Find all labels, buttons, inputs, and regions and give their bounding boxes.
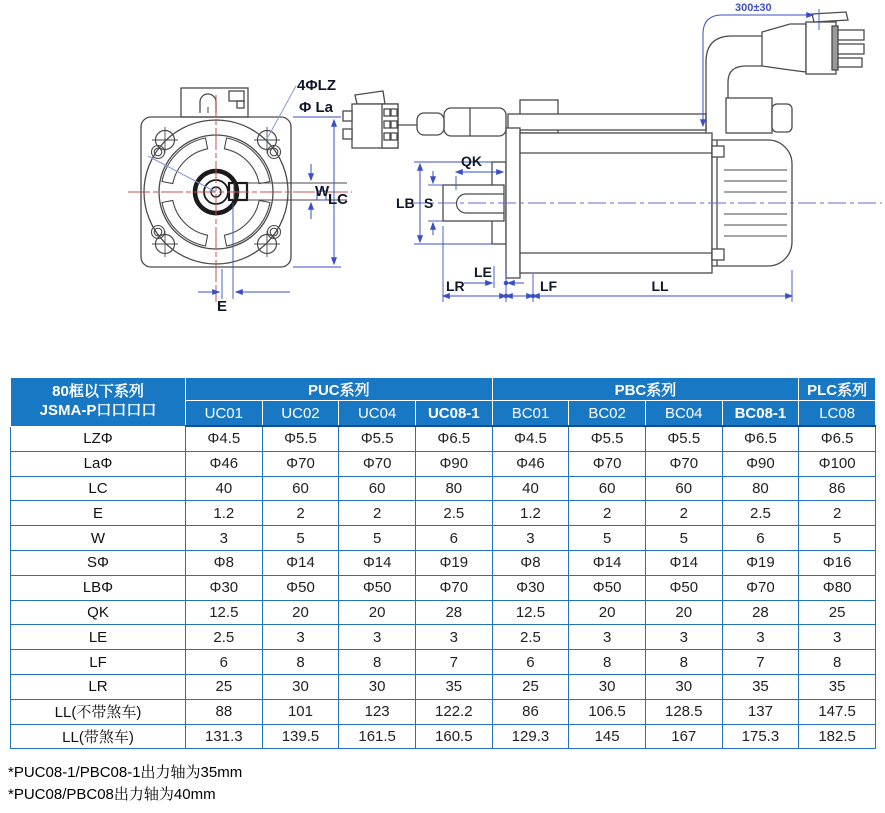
cell-value: Φ5.5 (569, 426, 646, 451)
label-ll: LL (651, 278, 669, 294)
row-label: LZΦ (11, 426, 186, 451)
model-uc02: UC02 (262, 401, 339, 427)
cell-value: Φ4.5 (492, 426, 569, 451)
cell-value: 6 (492, 650, 569, 675)
table-header (11, 378, 876, 427)
cell-value: 1.2 (492, 501, 569, 526)
cell-value: Φ8 (492, 550, 569, 575)
cell-value: 8 (339, 650, 416, 675)
cell-value: 28 (722, 600, 799, 625)
cell-value: 167 (645, 724, 722, 749)
table-row (11, 526, 876, 551)
series-title-line1: 80框以下系列 (52, 383, 144, 400)
cell-value: Φ50 (339, 575, 416, 600)
cell-value: Φ70 (569, 451, 646, 476)
table-row (11, 650, 876, 675)
cell-value: Φ80 (799, 575, 876, 600)
table-row (11, 501, 876, 526)
cell-value: 35 (799, 674, 876, 699)
cell-value: 30 (339, 674, 416, 699)
cell-value: Φ8 (186, 550, 263, 575)
cell-value: 6 (415, 526, 492, 551)
footnote-1: *PUC08-1/PBC08-1出力轴为35mm (8, 764, 243, 781)
model-bc04: BC04 (645, 401, 722, 427)
cell-value: 5 (645, 526, 722, 551)
cell-value: 2 (569, 501, 646, 526)
encoder-cable (508, 114, 706, 130)
power-plug (762, 12, 864, 74)
table-row (11, 724, 876, 749)
cell-value: 3 (262, 625, 339, 650)
cell-value: Φ19 (415, 550, 492, 575)
table-row (11, 699, 876, 724)
cell-value: 160.5 (415, 724, 492, 749)
cell-value: 3 (799, 625, 876, 650)
cell-value: Φ50 (645, 575, 722, 600)
cell-value: 3 (492, 526, 569, 551)
group-pbc: PBC系列 (492, 378, 799, 401)
cell-value: Φ5.5 (339, 426, 416, 451)
series-title-cell (11, 378, 186, 427)
cell-value: 161.5 (339, 724, 416, 749)
table-row (11, 451, 876, 476)
cell-value: Φ30 (492, 575, 569, 600)
cell-value: 8 (645, 650, 722, 675)
label-w: W (315, 183, 330, 200)
cell-value: Φ100 (799, 451, 876, 476)
cable-ferrule-large (444, 108, 506, 136)
row-label: LE (11, 625, 186, 650)
cell-value: Φ70 (722, 575, 799, 600)
cell-value: 139.5 (262, 724, 339, 749)
cell-value: 6 (186, 650, 263, 675)
cell-value: 8 (799, 650, 876, 675)
cell-value: 20 (339, 600, 416, 625)
cell-value: 3 (415, 625, 492, 650)
cell-value: Φ5.5 (262, 426, 339, 451)
cell-value: 3 (722, 625, 799, 650)
label-s: S (424, 195, 434, 211)
cell-value: 35 (722, 674, 799, 699)
model-bc01: BC01 (492, 401, 569, 427)
row-label: LaΦ (11, 451, 186, 476)
terminal-box (181, 88, 248, 117)
cell-value: Φ90 (415, 451, 492, 476)
label-phila: Φ La (299, 99, 333, 116)
cell-value: 60 (645, 476, 722, 501)
cell-value: 2.5 (186, 625, 263, 650)
cell-value: Φ70 (262, 451, 339, 476)
cell-value: Φ4.5 (186, 426, 263, 451)
cell-value: 20 (569, 600, 646, 625)
series-group-row (11, 378, 876, 401)
cell-value: Φ46 (492, 451, 569, 476)
table-row (11, 674, 876, 699)
row-label: W (11, 526, 186, 551)
cell-value: 2 (262, 501, 339, 526)
cell-value: Φ14 (262, 550, 339, 575)
hole-callout-leader (268, 86, 296, 137)
cell-value: Φ90 (722, 451, 799, 476)
cell-value: Φ50 (262, 575, 339, 600)
cell-value: 182.5 (799, 724, 876, 749)
table-row (11, 550, 876, 575)
cell-value: 25 (186, 674, 263, 699)
cell-value: 12.5 (186, 600, 263, 625)
cell-value: 88 (186, 699, 263, 724)
cell-value: Φ70 (339, 451, 416, 476)
cell-value: 106.5 (569, 699, 646, 724)
cell-value: 30 (645, 674, 722, 699)
model-uc04: UC04 (339, 401, 416, 427)
cell-value: 86 (799, 476, 876, 501)
cell-value: 2.5 (415, 501, 492, 526)
label-4philz: 4ΦLZ (297, 77, 336, 94)
cell-value: 5 (339, 526, 416, 551)
cell-value: Φ6.5 (415, 426, 492, 451)
table-row (11, 426, 876, 451)
cell-value: 80 (722, 476, 799, 501)
cell-value: 5 (569, 526, 646, 551)
cell-value: 2.5 (492, 625, 569, 650)
label-lf: LF (540, 278, 558, 294)
label-cable-length: 300±30 (735, 2, 772, 14)
cell-value: 20 (645, 600, 722, 625)
cell-value: 12.5 (492, 600, 569, 625)
row-label: E (11, 501, 186, 526)
cell-value: 40 (492, 476, 569, 501)
cell-value: 5 (799, 526, 876, 551)
model-bc08-1: BC08-1 (722, 401, 799, 427)
row-label: LR (11, 674, 186, 699)
cell-value: 175.3 (722, 724, 799, 749)
cell-value: 2 (339, 501, 416, 526)
cell-value: 129.3 (492, 724, 569, 749)
label-lb: LB (396, 195, 415, 211)
row-label: LBΦ (11, 575, 186, 600)
cell-value: Φ5.5 (645, 426, 722, 451)
cell-value: Φ70 (415, 575, 492, 600)
cell-value: 137 (722, 699, 799, 724)
row-label: LL(带煞车) (11, 724, 186, 749)
cell-value: 35 (415, 674, 492, 699)
cell-value: 131.3 (186, 724, 263, 749)
row-label: QK (11, 600, 186, 625)
row-label: LC (11, 476, 186, 501)
model-lc08: LC08 (799, 401, 876, 427)
table-row (11, 600, 876, 625)
dimension-table-wrap (10, 377, 876, 749)
label-le: LE (474, 264, 492, 280)
cell-value: 25 (492, 674, 569, 699)
cell-value: 30 (262, 674, 339, 699)
cell-value: 2 (645, 501, 722, 526)
side-view-outline (343, 12, 864, 278)
dimension-table (10, 377, 876, 749)
cell-value: Φ14 (569, 550, 646, 575)
cell-value: Φ70 (645, 451, 722, 476)
cable-ferrule-small (417, 113, 444, 135)
cell-value: 147.5 (799, 699, 876, 724)
footnote-2: *PUC08/PBC08出力轴为40mm (8, 786, 216, 803)
cell-value: 3 (569, 625, 646, 650)
row-label: SΦ (11, 550, 186, 575)
label-lc: LC (328, 191, 348, 208)
cell-value: 101 (262, 699, 339, 724)
cell-value: 7 (415, 650, 492, 675)
cell-value: Φ30 (186, 575, 263, 600)
cell-value: Φ50 (569, 575, 646, 600)
cable-elbow-inner (728, 66, 762, 98)
label-qk: QK (461, 153, 482, 169)
model-uc01: UC01 (186, 401, 263, 427)
group-plc: PLC系列 (799, 378, 876, 401)
footnotes (8, 762, 242, 806)
label-e: E (216, 298, 228, 315)
cell-value: 60 (569, 476, 646, 501)
cell-value: Φ14 (645, 550, 722, 575)
cell-value: 86 (492, 699, 569, 724)
cell-value: 1.2 (186, 501, 263, 526)
row-label: LF (11, 650, 186, 675)
cell-value: 3 (339, 625, 416, 650)
rear-gland (726, 98, 772, 133)
cell-value: 8 (262, 650, 339, 675)
cell-value: 40 (186, 476, 263, 501)
cell-value: 28 (415, 600, 492, 625)
dimension-table-body (11, 426, 876, 749)
cell-value: 122.2 (415, 699, 492, 724)
table-row (11, 476, 876, 501)
table-row (11, 625, 876, 650)
model-bc02: BC02 (569, 401, 646, 427)
label-lr: LR (446, 278, 465, 294)
cell-value: 2 (799, 501, 876, 526)
cell-value: 6 (722, 526, 799, 551)
encoder-connector (343, 91, 398, 148)
cell-value: 3 (186, 526, 263, 551)
cell-value: 20 (262, 600, 339, 625)
cell-value: 60 (262, 476, 339, 501)
cell-value: Φ14 (339, 550, 416, 575)
cell-value: 80 (415, 476, 492, 501)
row-label: LL(不带煞车) (11, 699, 186, 724)
cell-value: 60 (339, 476, 416, 501)
table-row (11, 575, 876, 600)
cell-value: 30 (569, 674, 646, 699)
cell-value: Φ16 (799, 550, 876, 575)
cell-value: 5 (262, 526, 339, 551)
cell-value: 2.5 (722, 501, 799, 526)
cell-value: Φ6.5 (722, 426, 799, 451)
cell-value: Φ6.5 (799, 426, 876, 451)
cell-value: Φ19 (722, 550, 799, 575)
cell-value: Φ46 (186, 451, 263, 476)
cell-value: 128.5 (645, 699, 722, 724)
cell-value: 123 (339, 699, 416, 724)
series-title-line2: JSMA-P口口口口 (39, 401, 157, 419)
cell-value: 3 (645, 625, 722, 650)
cell-value: 145 (569, 724, 646, 749)
cell-value: 7 (722, 650, 799, 675)
motor-dimension-diagram (0, 0, 885, 372)
cell-value: 8 (569, 650, 646, 675)
cell-value: 25 (799, 600, 876, 625)
model-uc08-1: UC08-1 (415, 401, 492, 427)
group-puc: PUC系列 (186, 378, 493, 401)
